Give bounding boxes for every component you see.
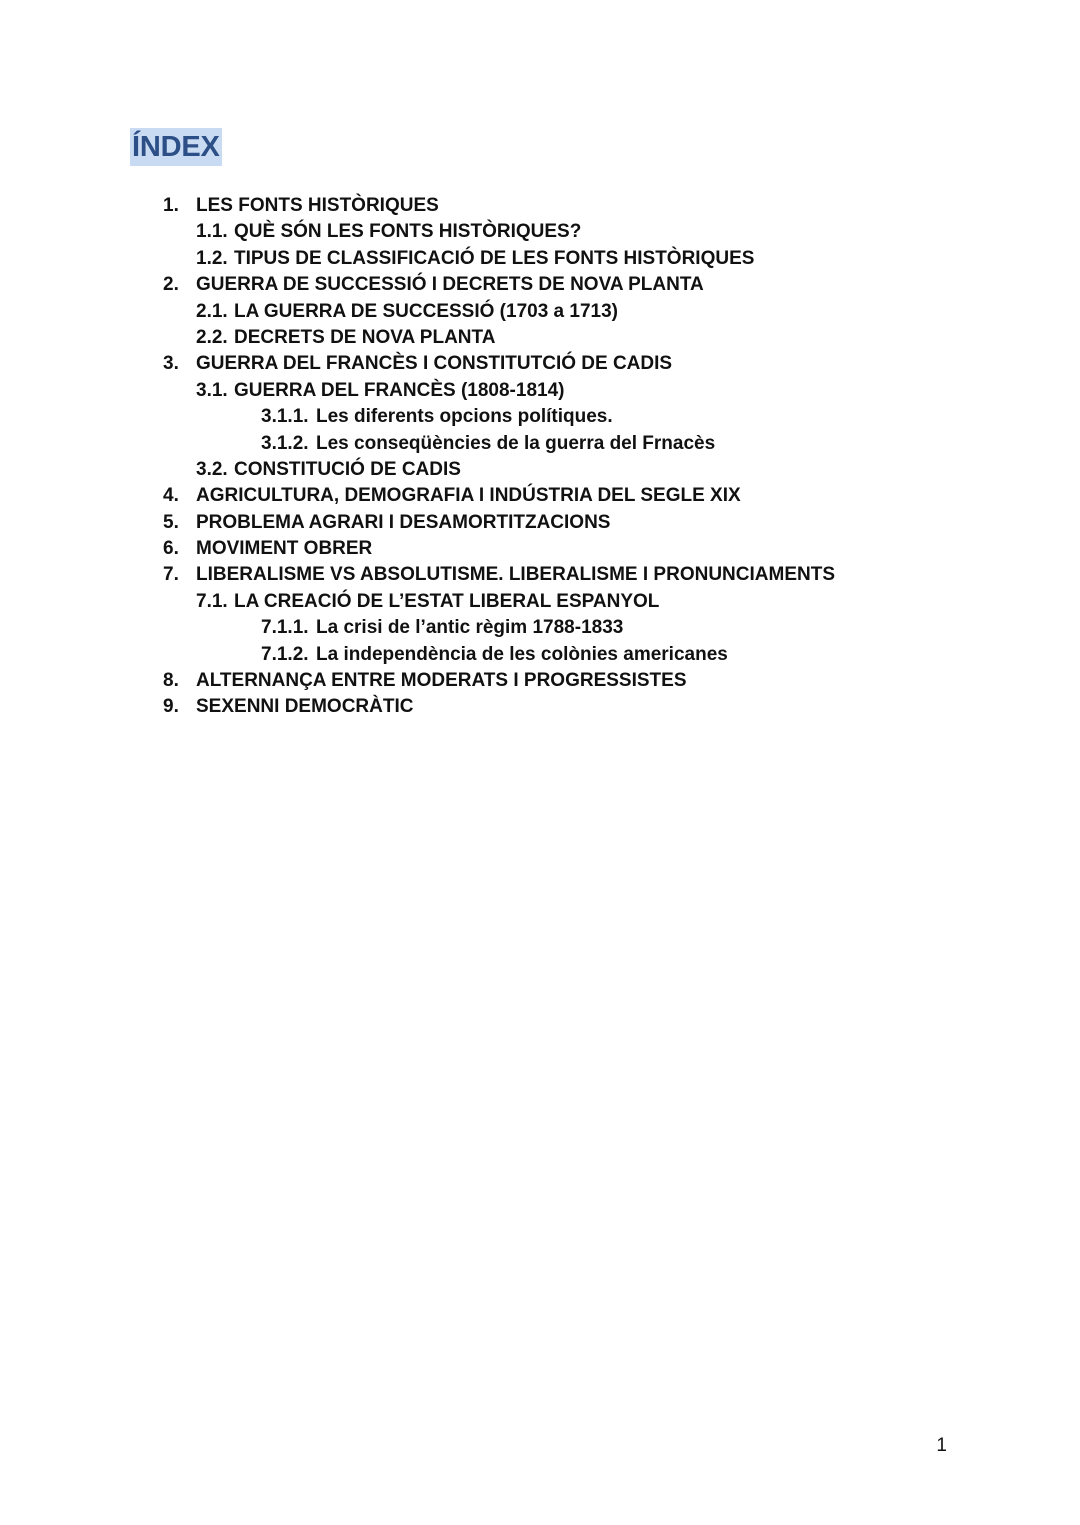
toc-entry (0, 404, 1080, 430)
toc-entry-number: 1. (163, 195, 179, 216)
toc-entry-label: LA CREACIÓ DE L’ESTAT LIBERAL ESPANYOL (234, 590, 660, 612)
toc-entry (0, 694, 1080, 720)
toc-entry-number: 3.1.2. (261, 432, 309, 454)
toc-entry-number: 2. (163, 274, 179, 296)
toc-entry-label: PROBLEMA AGRARI I DESAMORTITZACIONS (196, 511, 611, 533)
toc-entry-label: LIBERALISME VS ABSOLUTISME. LIBERALISME I PRONUNCIAMENTS (196, 564, 835, 586)
toc-entry-label: TIPUS DE CLASSIFICACIÓ DE LES FONTS HISTÒRIQUES (234, 247, 755, 269)
toc-entry-number: 8. (163, 670, 179, 692)
toc-entry-label: SEXENNI DEMOCRÀTIC (196, 696, 414, 718)
toc-entry-label: AGRICULTURA, DEMOGRAFIA I INDÚSTRIA DEL SEGLE XIX (196, 485, 741, 507)
toc-entry (0, 589, 1080, 615)
toc-entry-number: 7.1.1. (261, 617, 309, 639)
toc-entry-label: GUERRA DEL FRANCÈS (1808-1814) (234, 379, 565, 401)
toc-entry-label: DECRETS DE NOVA PLANTA (234, 326, 496, 348)
toc-entry-label: ALTERNANÇA ENTRE MODERATS I PROGRESSISTES (196, 670, 687, 692)
toc-entry (0, 642, 1080, 668)
toc-entry (0, 536, 1080, 562)
page-title: ÍNDEX (130, 128, 222, 166)
toc-entry-number: 3.2. (196, 458, 228, 480)
toc-entry-number: 1.2. (196, 247, 228, 269)
toc-entry-number: 7. (163, 564, 179, 586)
toc-entry (0, 510, 1080, 536)
toc-entry-number: 1.1. (196, 221, 228, 243)
toc-entry-label: MOVIMENT OBRER (196, 538, 373, 560)
toc-entry-number: 3. (163, 353, 179, 375)
toc-entry (0, 668, 1080, 694)
toc-entry (0, 351, 1080, 377)
toc-entry-number: 9. (163, 696, 179, 718)
toc-entry (0, 457, 1080, 483)
toc-entry (0, 378, 1080, 404)
toc-entry (0, 219, 1080, 245)
toc-entry-label: QUÈ SÓN LES FONTS HISTÒRIQUES? (234, 221, 582, 243)
table-of-contents (0, 193, 1080, 721)
toc-entry-label: La crisi de l’antic règim 1788-1833 (316, 617, 624, 639)
toc-entry-number: 7.1.2. (261, 643, 309, 665)
toc-entry (0, 562, 1080, 588)
toc-entry-label: GUERRA DE SUCCESSIÓ I DECRETS DE NOVA PLANTA (196, 274, 704, 296)
toc-entry-label: Les diferents opcions polítiques. (316, 406, 613, 428)
toc-entry (0, 272, 1080, 298)
toc-entry (0, 483, 1080, 509)
toc-entry-number: 3.1. (196, 379, 228, 401)
toc-entry-number: 2.1. (196, 300, 228, 322)
toc-entry-number: 5. (163, 511, 179, 533)
toc-entry (0, 193, 1080, 219)
toc-entry (0, 246, 1080, 272)
page-number: 1 (936, 1435, 947, 1456)
toc-entry-label: LA GUERRA DE SUCCESSIÓ (1703 a 1713) (234, 300, 618, 322)
toc-entry-label: CONSTITUCIÓ DE CADIS (234, 458, 461, 480)
toc-entry-label: LES FONTS HISTÒRIQUES (196, 195, 439, 216)
toc-entry-number: 7.1. (196, 590, 228, 612)
toc-entry (0, 325, 1080, 351)
toc-entry-label: GUERRA DEL FRANCÈS I CONSTITUTCIÓ DE CADIS (196, 353, 673, 375)
toc-entry (0, 615, 1080, 641)
toc-entry-label: La independència de les colònies americanes (316, 643, 728, 665)
toc-entry (0, 299, 1080, 325)
toc-entry-number: 6. (163, 538, 179, 560)
toc-entry (0, 431, 1080, 457)
toc-entry-label: Les conseqüències de la guerra del Frnacès (316, 432, 716, 454)
toc-entry-number: 2.2. (196, 326, 228, 348)
toc-entry-number: 4. (163, 485, 179, 507)
toc-entry-number: 3.1.1. (261, 406, 309, 428)
